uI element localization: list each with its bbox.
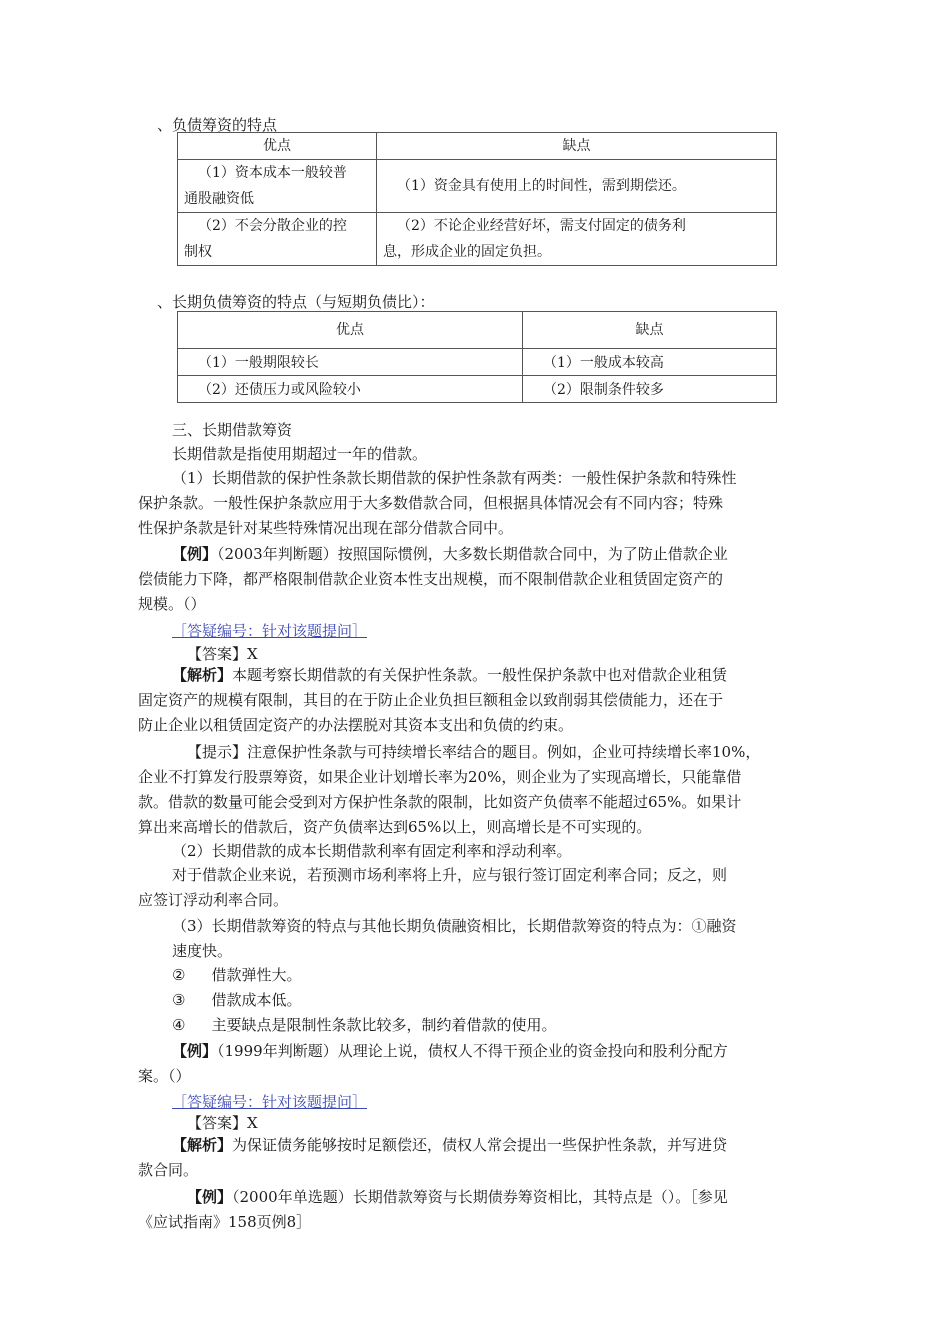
paragraph-line: 【例】（1999年判断题）从理论上说，债权人不得干预企业的资金投向和股利分配方 xyxy=(172,1042,728,1060)
paragraph-line: 【例】（2003年判断题）按照国际惯例，大多数长期借款合同中，为了防止借款企业 xyxy=(172,545,728,563)
table-row xyxy=(178,376,777,403)
paragraph-line: 算出来高增长的借款后，资产负债率达到65%以上，则高增长是不可实现的。 xyxy=(138,818,652,836)
paragraph-line: 【例】（2000年单选题）长期借款筹资与长期债券筹资相比，其特点是（）。［参见 xyxy=(187,1188,728,1206)
paragraph-line: 保护条款。一般性保护条款应用于大多数借款合同，但根据具体情况会有不同内容；特殊 xyxy=(138,494,724,512)
table-row xyxy=(178,213,777,266)
answer-line: 【答案】X xyxy=(187,645,258,663)
example-tag: 【例】 xyxy=(172,1042,218,1060)
paragraph-line: （1）长期借款的保护性条款长期借款的保护性条款有两类：一般性保护条款和特殊性 xyxy=(172,469,737,487)
disadvantage-cell: （1）一般成本较高 xyxy=(523,349,777,376)
table-row xyxy=(178,160,777,213)
paragraph-line: 规模。（） xyxy=(138,595,206,613)
answer-line: 【答案】X xyxy=(187,1114,258,1132)
section2-heading: 、长期负债筹资的特点（与短期负债比）： xyxy=(157,293,435,311)
question-link[interactable]: ［答疑编号：针对该题提问］ xyxy=(172,622,368,640)
paragraph-line: 对于借款企业来说，若预测市场利率将上升，应与银行签订固定利率合同；反之，则 xyxy=(172,866,728,884)
col-header-disadvantages: 缺点 xyxy=(377,133,777,160)
table-row xyxy=(178,349,777,376)
example-tag: 【例】 xyxy=(172,545,218,563)
paragraph-line: （3）长期借款筹资的特点与其他长期负债融资相比，长期借款筹资的特点为：①融资 xyxy=(172,917,737,935)
advantage-cell: （2）不会分散企业的控 制权 xyxy=(178,213,377,266)
paragraph-line: （2）长期借款的成本长期借款利率有固定利率和浮动利率。 xyxy=(172,842,572,860)
paragraph-line: 案。（） xyxy=(138,1067,191,1085)
paragraph-line: 【解析】为保证债务能够按时足额偿还，债权人常会提出一些保护性条款，并写进贷 xyxy=(172,1136,728,1154)
paragraph-line: 性保护条款是针对某些特殊情况出现在部分借款合同中。 xyxy=(138,519,514,537)
paragraph-line: 【提示】注意保护性条款与可持续增长率结合的题目。例如，企业可持续增长率10%， xyxy=(187,743,761,761)
col-header-advantages: 优点 xyxy=(178,312,523,349)
disadvantage-cell: （2）限制条件较多 xyxy=(523,376,777,403)
disadvantage-cell: （2）不论企业经营好坏，需支付固定的债务利 息，形成企业的固定负担。 xyxy=(377,213,777,266)
paragraph-line: 【解析】本题考察长期借款的有关保护性条款。一般性保护条款中也对借款企业租赁 xyxy=(172,666,728,684)
list-item: ④ 主要缺点是限制性条款比较多，制约着借款的使用。 xyxy=(172,1016,557,1034)
paragraph-line: 长期借款是指使用期超过一年的借款。 xyxy=(172,445,428,463)
col-header-disadvantages: 缺点 xyxy=(523,312,777,349)
section1-heading: 、负债筹资的特点 xyxy=(157,116,278,134)
debt-financing-table xyxy=(177,132,777,266)
disadvantage-cell: （1）资金具有使用上的时间性，需到期偿还。 xyxy=(377,160,777,213)
col-header-advantages: 优点 xyxy=(178,133,377,160)
advantage-cell: （2）还债压力或风险较小 xyxy=(178,376,523,403)
list-item: ② 借款弹性大。 xyxy=(172,966,302,984)
advantage-cell: （1）资本成本一般较普 通股融资低 xyxy=(178,160,377,213)
paragraph-line: 固定资产的规模有限制，其目的在于防止企业负担巨额租金以致削弱其偿债能力，还在于 xyxy=(138,691,724,709)
paragraph-line: 《应试指南》158页例8］ xyxy=(138,1213,312,1231)
analysis-tag: 【解析】 xyxy=(172,666,233,684)
question-link[interactable]: ［答疑编号：针对该题提问］ xyxy=(172,1093,368,1111)
paragraph-line: 应签订浮动利率合同。 xyxy=(138,891,289,909)
paragraph-line: 速度快。 xyxy=(172,942,233,960)
long-term-debt-table xyxy=(177,311,777,403)
paragraph-line: 防止企业以租赁固定资产的办法摆脱对其资本支出和负债的约束。 xyxy=(138,716,574,734)
example-tag: 【例】 xyxy=(187,1188,233,1206)
paragraph-line: 企业不打算发行股票筹资，如果企业计划增长率为20%，则企业为了实现高增长，只能靠借 xyxy=(138,768,742,786)
advantage-cell: （1）一般期限较长 xyxy=(178,349,523,376)
section3-title: 三、长期借款筹资 xyxy=(172,421,293,439)
paragraph-line: 款。借款的数量可能会受到对方保护性条款的限制，比如资产负债率不能超过65%。如果计 xyxy=(138,793,742,811)
analysis-tag: 【解析】 xyxy=(172,1136,233,1154)
paragraph-line: 款合同。 xyxy=(138,1161,199,1179)
paragraph-line: 偿债能力下降，都严格限制借款企业资本性支出规模，而不限制借款企业租赁固定资产的 xyxy=(138,570,724,588)
list-item: ③ 借款成本低。 xyxy=(172,991,302,1009)
